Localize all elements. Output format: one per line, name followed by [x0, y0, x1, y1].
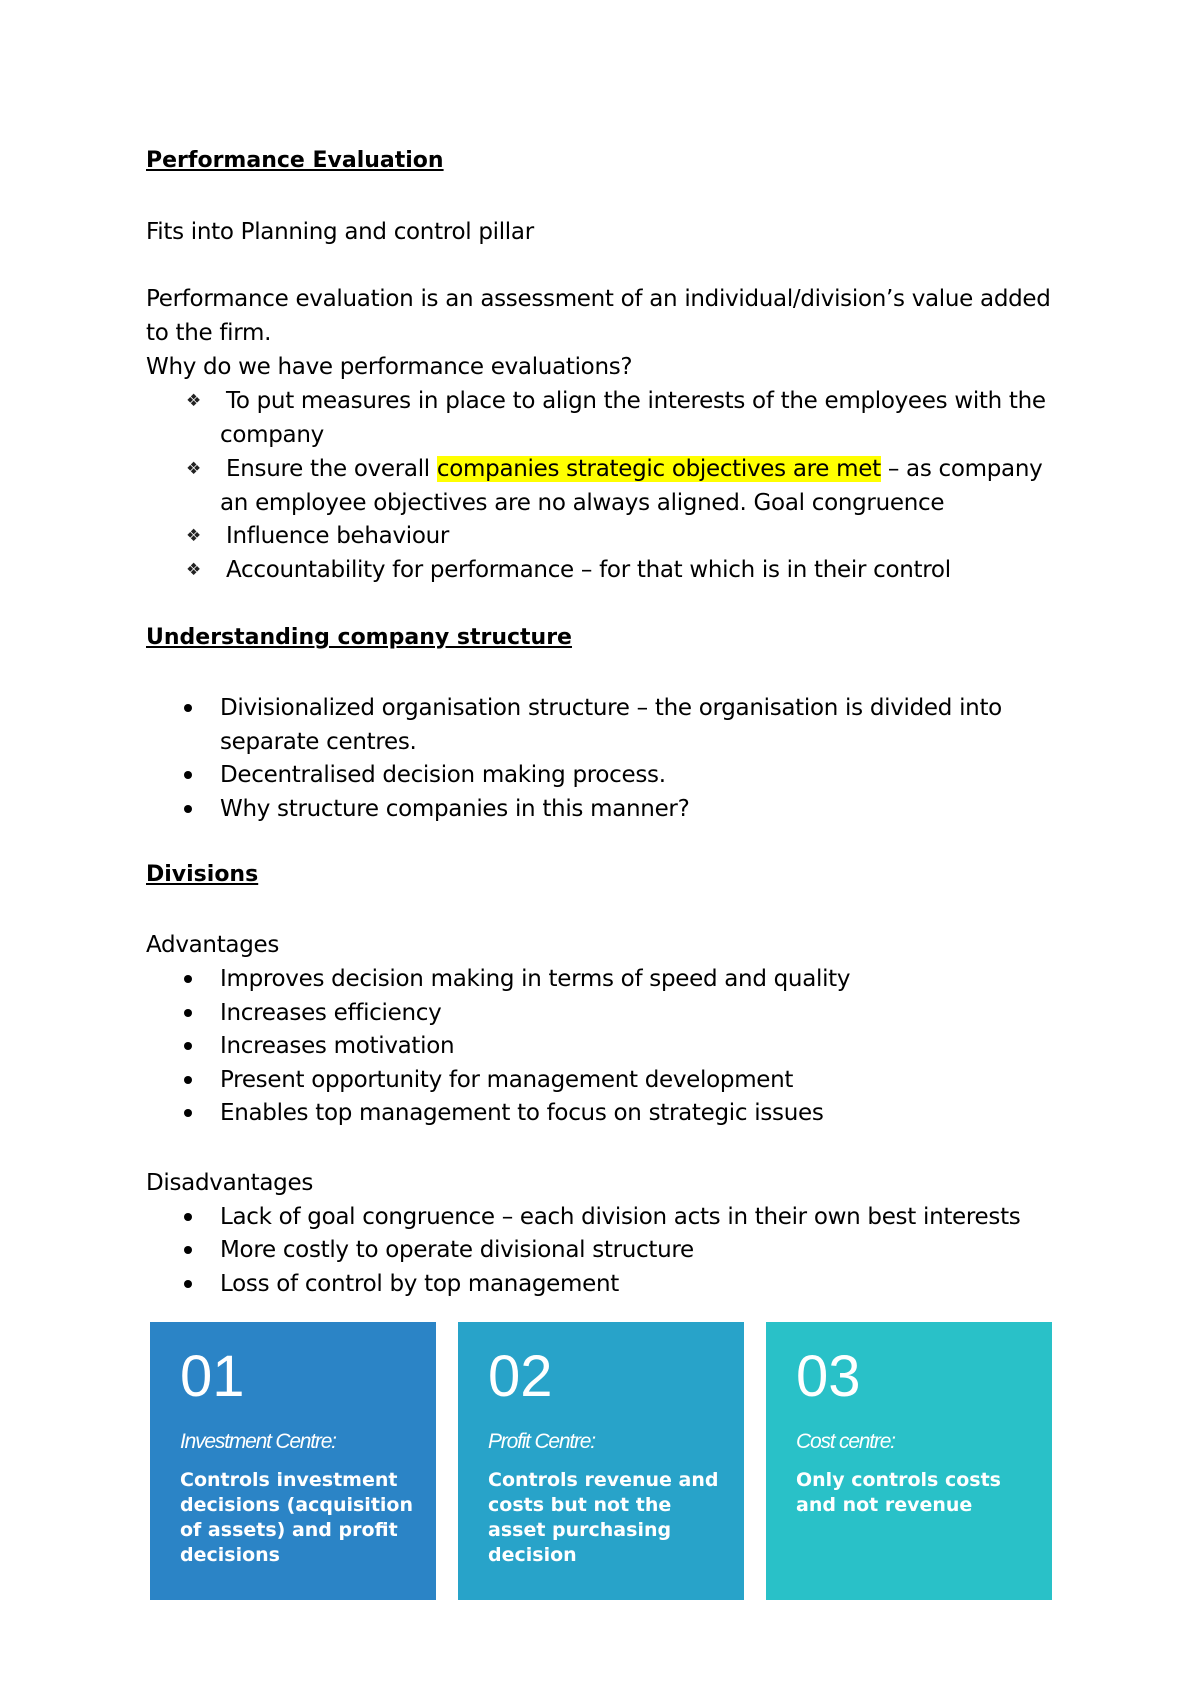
structure-item-2: Decentralised decision making process.	[220, 762, 666, 788]
diamond-bullet-icon: ❖	[186, 560, 202, 580]
dot-bullet-icon	[184, 1109, 192, 1117]
disadvantage-item: Lack of goal congruence – each division acts in their own best interests	[220, 1204, 1021, 1230]
reason-2-prefix: Ensure the overall	[226, 456, 437, 482]
reason-4: Accountability for performance – for that which is in their control	[226, 557, 951, 583]
advantage-item: Increases motivation	[220, 1033, 455, 1059]
card-number: 01	[180, 1344, 245, 1409]
dot-bullet-icon	[184, 1246, 192, 1254]
advantages-label: Advantages	[146, 932, 280, 958]
card-title: Cost centre:	[796, 1430, 895, 1453]
advantage-item: Improves decision making in terms of speed and quality	[220, 966, 851, 992]
card-number: 03	[796, 1344, 861, 1409]
dot-bullet-icon	[184, 1009, 192, 1017]
dot-bullet-icon	[184, 1076, 192, 1084]
card-title: Profit Centre:	[488, 1430, 595, 1453]
disadvantage-item: More costly to operate divisional structure	[220, 1237, 694, 1263]
reason-2-line-1	[226, 452, 1042, 486]
advantage-item: Enables top management to focus on strategic issues	[220, 1100, 824, 1126]
card-description: Controls revenue and costs but not the asset purchasing decision	[488, 1469, 719, 1566]
reason-3: Influence behaviour	[226, 523, 450, 549]
dot-bullet-icon	[184, 771, 192, 779]
structure-item-1-line-1: Divisionalized organisation structure – the organisation is divided into	[220, 695, 1002, 721]
diamond-bullet-icon: ❖	[186, 526, 202, 546]
reason-1-line-1: To put measures in place to align the interests of the employees with the	[226, 388, 1046, 414]
dot-bullet-icon	[184, 1042, 192, 1050]
advantage-item: Present opportunity for management development	[220, 1067, 794, 1093]
diamond-bullet-icon: ❖	[186, 391, 202, 411]
fits-into-text: Fits into Planning and control pillar	[146, 219, 534, 245]
advantage-item: Increases efficiency	[220, 1000, 442, 1026]
definition-line-1: Performance evaluation is an assessment of an individual/division’s value added	[146, 286, 1051, 312]
diamond-bullet-icon: ❖	[186, 459, 202, 479]
disadvantage-item: Loss of control by top management	[220, 1271, 619, 1297]
divisions-heading: Divisions	[146, 862, 259, 887]
page-title: Performance Evaluation	[146, 148, 444, 173]
card-number: 02	[488, 1344, 553, 1409]
highlighted-text: companies strategic objectives are met	[436, 456, 881, 482]
dot-bullet-icon	[184, 1280, 192, 1288]
dot-bullet-icon	[184, 704, 192, 712]
reason-1-line-2: company	[220, 422, 324, 448]
dot-bullet-icon	[184, 805, 192, 813]
profit-centre-card	[458, 1322, 744, 1600]
card-title: Investment Centre:	[180, 1430, 336, 1453]
investment-centre-card	[150, 1322, 436, 1600]
dot-bullet-icon	[184, 975, 192, 983]
reason-2-line-2: an employee objectives are no always aligned. Goal congruence	[220, 490, 945, 516]
card-description: Controls investment decisions (acquisition of assets) and profit decisions	[180, 1469, 413, 1566]
disadvantages-label: Disadvantages	[146, 1170, 314, 1196]
dot-bullet-icon	[184, 1213, 192, 1221]
card-description: Only controls costs and not revenue	[796, 1469, 1001, 1516]
structure-item-3: Why structure companies in this manner?	[220, 796, 690, 822]
definition-line-2: to the firm.	[146, 320, 272, 346]
why-question: Why do we have performance evaluations?	[146, 354, 633, 380]
structure-item-1-line-2: separate centres.	[220, 729, 417, 755]
reason-2-suffix: – as company	[880, 456, 1043, 482]
structure-heading: Understanding company structure	[146, 625, 572, 650]
cost-centre-card	[766, 1322, 1052, 1600]
